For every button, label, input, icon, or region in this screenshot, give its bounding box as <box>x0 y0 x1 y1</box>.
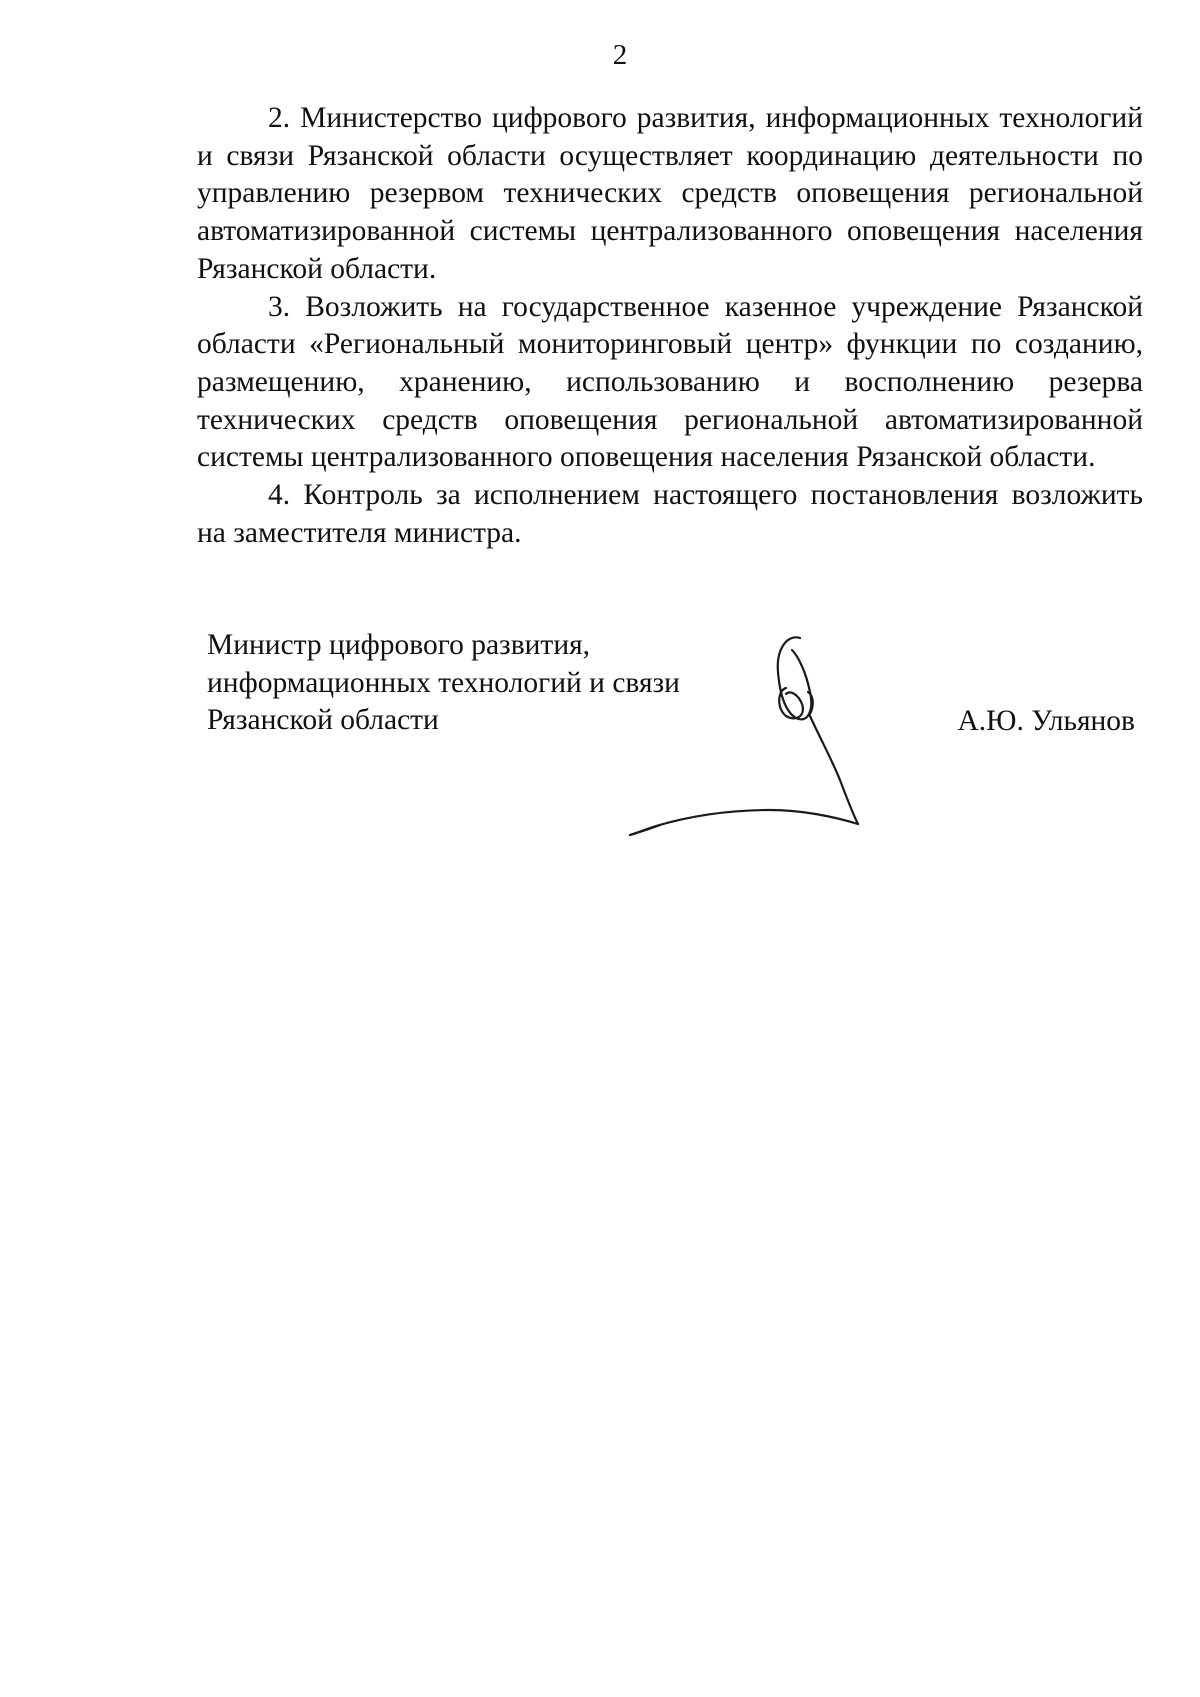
signatory-name: А.Ю. Ульянов <box>957 705 1135 737</box>
document-body <box>197 100 1143 552</box>
page-number: 2 <box>612 39 628 71</box>
signatory-position-line: информационных технологий и связи <box>207 666 680 699</box>
paragraph-2: 2. Министерство цифрового развития, информационных технологий и связи Рязанской области осуществляет координацию деятельности по управлению резервом технических средств оповещения региональной автоматизированной системы централизованного оповещения населения Рязанской области. <box>197 102 1143 285</box>
handwritten-signature <box>600 620 900 850</box>
paragraph-3: 3. Возложить на государственное казенное учреждение Рязанской области «Региональный мониторинговый центр» функции по созданию, размещению, хранению, использованию и восполнению резерва технических средств оповещения региональной автоматизированной системы централизованного оповещения населения Рязанской области. <box>197 290 1143 474</box>
signatory-position-line: Министр цифрового развития, <box>207 629 591 661</box>
signatory-position <box>207 627 680 740</box>
paragraph-4: 4. Контроль за исполнением настоящего постановления возложить на заместителя министра. <box>197 479 1143 549</box>
signatory-position-line: Рязанской области <box>207 704 439 737</box>
